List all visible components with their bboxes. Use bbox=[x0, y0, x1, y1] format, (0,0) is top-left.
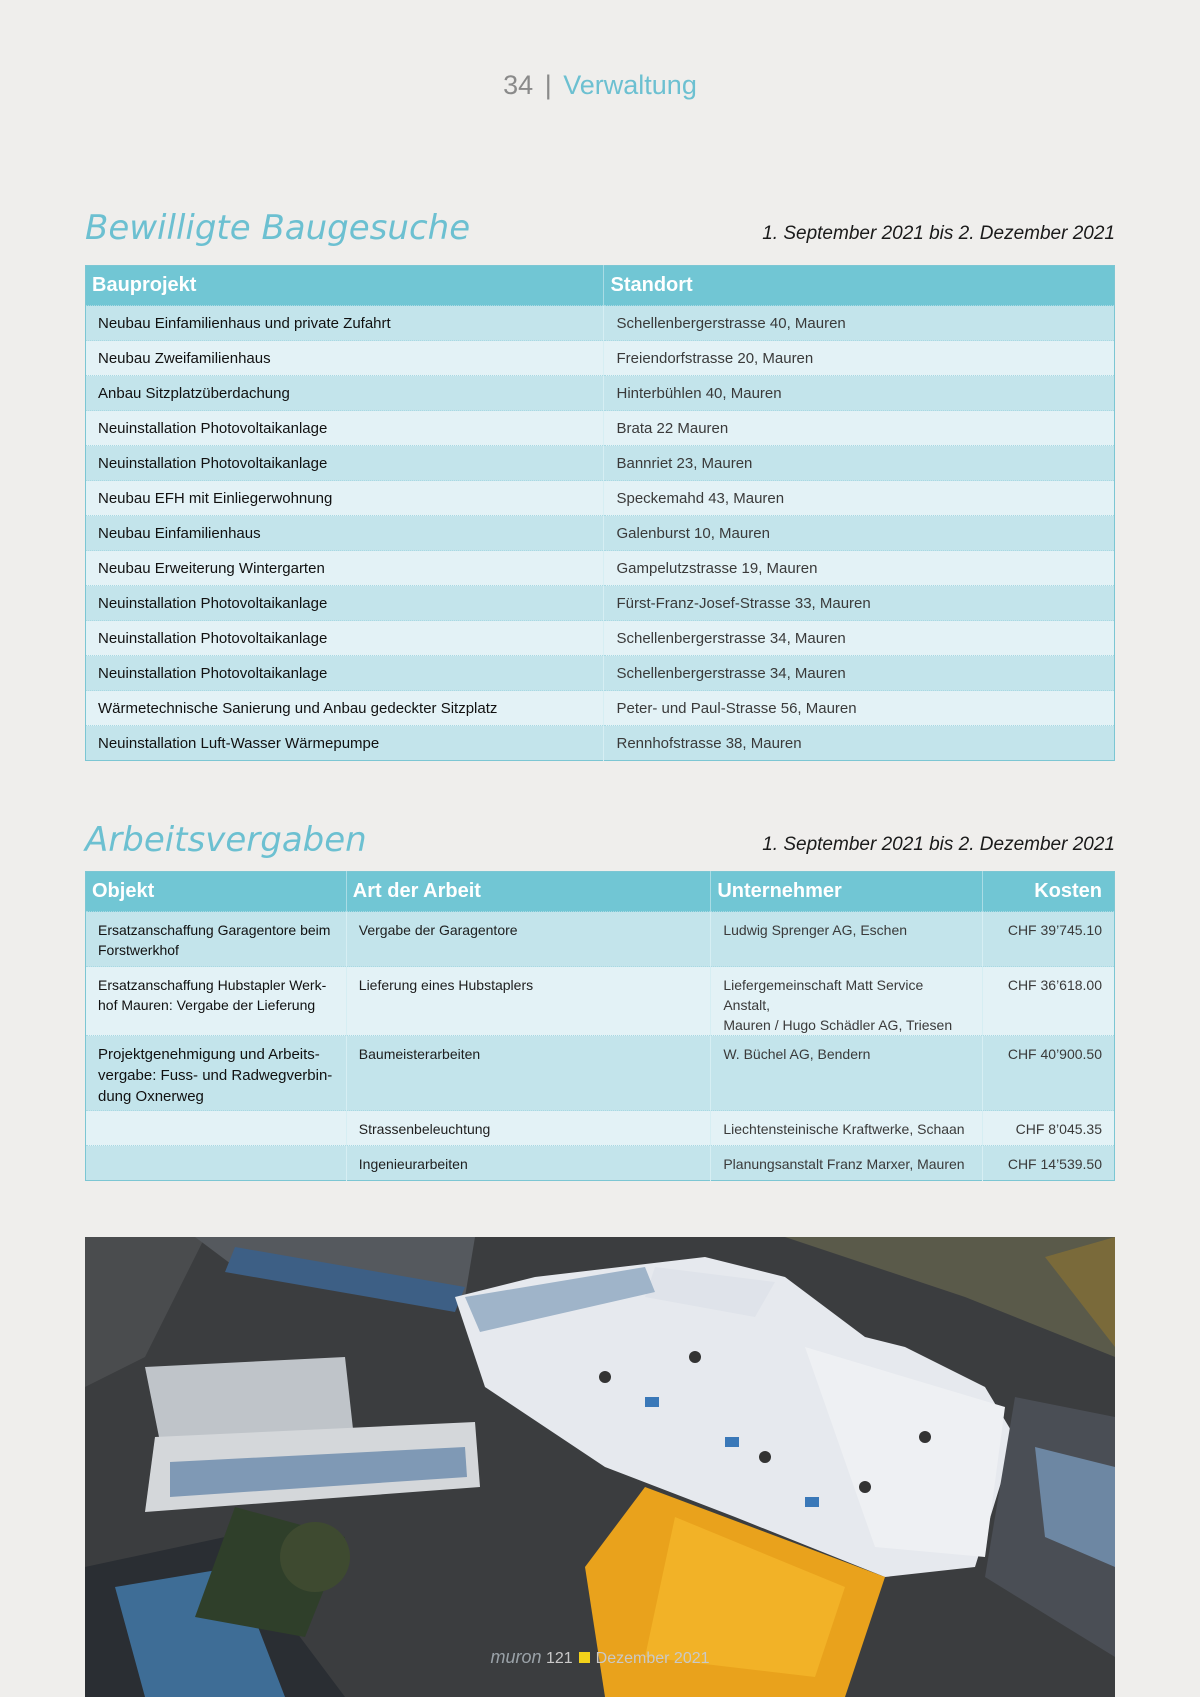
table-header-row bbox=[86, 872, 1115, 912]
standort-cell: Gampelutzstrasse 19, Mauren bbox=[604, 551, 1115, 586]
objekt-cell bbox=[86, 967, 347, 1036]
table-row bbox=[86, 656, 1115, 691]
column-header-unternehmer: Unternehmer bbox=[711, 872, 983, 912]
table-row bbox=[86, 446, 1115, 481]
bauprojekt-cell: Neuinstallation Photovoltaikanlage bbox=[86, 411, 604, 446]
art-cell: Ingenieurarbeiten bbox=[346, 1146, 711, 1181]
standort-cell: Peter- und Paul-Strasse 56, Mauren bbox=[604, 691, 1115, 726]
kosten-cell: CHF 36’618.00 bbox=[983, 967, 1115, 1036]
page-footer bbox=[0, 1647, 1200, 1668]
column-header-art-der-arbeit: Art der Arbeit bbox=[346, 872, 711, 912]
table-row bbox=[86, 481, 1115, 516]
baugesuche-table bbox=[85, 265, 1115, 761]
page-header bbox=[0, 70, 1200, 101]
objekt-line: Forstwerkhof bbox=[98, 942, 179, 958]
arbeitsvergaben-date-range: 1. September 2021 bis 2. Dezember 2021 bbox=[762, 834, 1115, 855]
unternehmer-cell bbox=[711, 1036, 983, 1111]
standort-cell: Schellenbergerstrasse 40, Mauren bbox=[604, 306, 1115, 341]
bauprojekt-cell: Neubau Erweiterung Wintergarten bbox=[86, 551, 604, 586]
column-header-kosten: Kosten bbox=[983, 872, 1115, 912]
kosten-cell: CHF 40’900.50 bbox=[983, 1036, 1115, 1111]
unternehmer-line: W. Büchel AG, Bendern bbox=[723, 1046, 871, 1062]
table-row bbox=[86, 726, 1115, 761]
unternehmer-line: Mauren / Hugo Schädler AG, Triesen bbox=[723, 1017, 953, 1033]
aerial-photo-illustration bbox=[85, 1237, 1115, 1697]
table-row bbox=[86, 376, 1115, 411]
standort-cell: Fürst-Franz-Josef-Strasse 33, Mauren bbox=[604, 586, 1115, 621]
table-row bbox=[86, 551, 1115, 586]
kosten-cell: CHF 8’045.35 bbox=[983, 1111, 1115, 1146]
table-row bbox=[86, 1146, 1115, 1181]
table-row bbox=[86, 967, 1115, 1036]
unternehmer-line: Ludwig Sprenger AG, Eschen bbox=[723, 922, 908, 938]
arbeitsvergaben-table bbox=[85, 871, 1115, 1181]
unternehmer-line: Liefergemeinschaft Matt Service Anstalt, bbox=[723, 977, 924, 1013]
standort-cell: Bannriet 23, Mauren bbox=[604, 446, 1115, 481]
unternehmer-cell bbox=[711, 1146, 983, 1181]
column-header-bauprojekt: Bauprojekt bbox=[86, 266, 604, 306]
unternehmer-cell bbox=[711, 912, 983, 967]
objekt-cell bbox=[86, 1111, 347, 1146]
baugesuche-title: Bewilligte Baugesuche bbox=[85, 208, 471, 248]
bauprojekt-cell: Neuinstallation Photovoltaikanlage bbox=[86, 656, 604, 691]
art-cell: Lieferung eines Hubstaplers bbox=[346, 967, 711, 1036]
bauprojekt-cell: Neuinstallation Luft-Wasser Wärmepumpe bbox=[86, 726, 604, 761]
standort-cell: Schellenbergerstrasse 34, Mauren bbox=[604, 621, 1115, 656]
table-row bbox=[86, 691, 1115, 726]
objekt-cell bbox=[86, 1036, 347, 1111]
header-separator: | bbox=[544, 70, 552, 100]
unternehmer-cell bbox=[711, 1111, 983, 1146]
table-row bbox=[86, 1036, 1115, 1111]
bauprojekt-cell: Neubau Einfamilienhaus und private Zufahrt bbox=[86, 306, 604, 341]
table-row bbox=[86, 306, 1115, 341]
objekt-line: Ersatzanschaffung Garagentore beim bbox=[98, 922, 331, 938]
footer-date: Dezember 2021 bbox=[595, 1650, 710, 1667]
section-name: Verwaltung bbox=[563, 70, 697, 100]
footer-issue: 121 bbox=[545, 1650, 573, 1667]
standort-cell: Hinterbühlen 40, Mauren bbox=[604, 376, 1115, 411]
table-row bbox=[86, 621, 1115, 656]
column-header-standort: Standort bbox=[604, 266, 1115, 306]
standort-cell: Freiendorfstrasse 20, Mauren bbox=[604, 341, 1115, 376]
objekt-cell bbox=[86, 912, 347, 967]
table-row bbox=[86, 341, 1115, 376]
table-row bbox=[86, 1111, 1115, 1146]
standort-cell: Brata 22 Mauren bbox=[604, 411, 1115, 446]
footer-square-icon bbox=[579, 1652, 590, 1663]
bauprojekt-cell: Anbau Sitzplatzüberdachung bbox=[86, 376, 604, 411]
aerial-photo bbox=[85, 1237, 1115, 1697]
unternehmer-line: Liechtensteinische Kraftwerke, Schaan bbox=[723, 1121, 965, 1137]
standort-cell: Speckemahd 43, Mauren bbox=[604, 481, 1115, 516]
art-cell: Strassenbeleuchtung bbox=[346, 1111, 711, 1146]
unternehmer-line: Planungsanstalt Franz Marxer, Mauren bbox=[723, 1156, 965, 1172]
art-cell: Vergabe der Garagentore bbox=[346, 912, 711, 967]
arbeitsvergaben-title: Arbeitsvergaben bbox=[85, 820, 367, 860]
table-row bbox=[86, 586, 1115, 621]
column-header-objekt: Objekt bbox=[86, 872, 347, 912]
objekt-line: Projektgenehmigung und Arbeits- bbox=[98, 1046, 320, 1063]
table-row bbox=[86, 411, 1115, 446]
page-number: 34 bbox=[503, 70, 534, 100]
standort-cell: Galenburst 10, Mauren bbox=[604, 516, 1115, 551]
bauprojekt-cell: Wärmetechnische Sanierung und Anbau gedeckter Sitzplatz bbox=[86, 691, 604, 726]
bauprojekt-cell: Neubau Einfamilienhaus bbox=[86, 516, 604, 551]
bauprojekt-cell: Neubau Zweifamilienhaus bbox=[86, 341, 604, 376]
art-cell: Baumeisterarbeiten bbox=[346, 1036, 711, 1111]
objekt-cell bbox=[86, 1146, 347, 1181]
table-row bbox=[86, 516, 1115, 551]
bauprojekt-cell: Neuinstallation Photovoltaikanlage bbox=[86, 621, 604, 656]
bauprojekt-cell: Neuinstallation Photovoltaikanlage bbox=[86, 446, 604, 481]
baugesuche-date-range: 1. September 2021 bis 2. Dezember 2021 bbox=[762, 223, 1115, 244]
unternehmer-cell bbox=[711, 967, 983, 1036]
standort-cell: Rennhofstrasse 38, Mauren bbox=[604, 726, 1115, 761]
bauprojekt-cell: Neuinstallation Photovoltaikanlage bbox=[86, 586, 604, 621]
table-header-row bbox=[86, 266, 1115, 306]
objekt-line: dung Oxnerweg bbox=[98, 1088, 204, 1105]
bauprojekt-cell: Neubau EFH mit Einliegerwohnung bbox=[86, 481, 604, 516]
standort-cell: Schellenbergerstrasse 34, Mauren bbox=[604, 656, 1115, 691]
kosten-cell: CHF 14’539.50 bbox=[983, 1146, 1115, 1181]
objekt-line: hof Mauren: Vergabe der Lieferung bbox=[98, 997, 316, 1013]
table-row bbox=[86, 912, 1115, 967]
objekt-line: Ersatzanschaffung Hubstapler Werk- bbox=[98, 977, 327, 993]
objekt-line: vergabe: Fuss- und Radwegverbin- bbox=[98, 1067, 333, 1084]
footer-brand: muron bbox=[490, 1647, 542, 1667]
kosten-cell: CHF 39’745.10 bbox=[983, 912, 1115, 967]
